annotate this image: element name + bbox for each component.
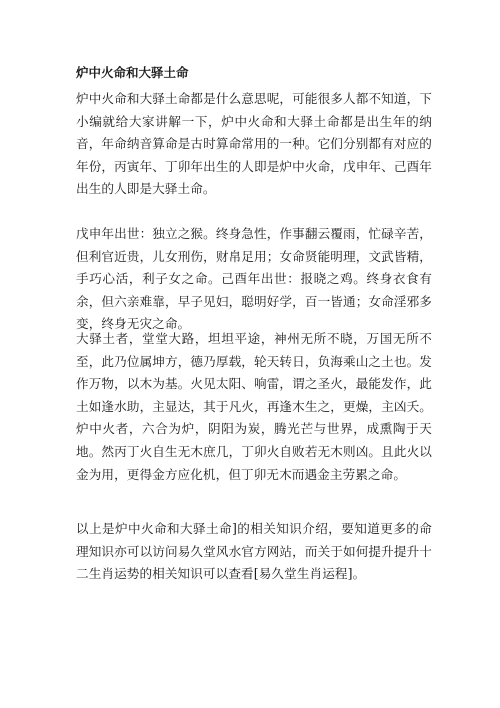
- birth-year-paragraph: 戊申年出世：独立之猴。终身急性，作事翻云覆雨，忙碌辛苦，但利官近贵，儿女刑伤，财帛足用；女命贤能明理，文武皆精，手巧心活，利子女之命。己酉年出世：报晓之鸡。终身衣食有余，但六亲难靠，早子见妇，聪明好学，百一皆通；女命淫邪多变，终身无灾之命。: [76, 226, 432, 332]
- document-title: 炉中火命和大驿土命: [76, 65, 189, 80]
- explanation-paragraph: 大驿土者，堂堂大路，坦坦平途，神州无所不晓，万国无所不至，此乃位属坤方，德乃厚载，轮天转日，负海乘山之土也。发作万物，以木为基。火见太阳、响雷，谓之圣火，最能发作，此土如逢水助，主显达，其于凡火，再逢木生之，更燥，主凶夭。炉中火者，六合为炉，阴阳为炭，腾光芒与世界，成熏陶于天地。然丙丁火自生无木庶几，丁卯火自败若无木则凶。且此火以金为用，更得金方应化机，但丁卯无木而遇金主劳累之命。: [76, 331, 432, 482]
- closing-paragraph: 以上是炉中火命和大驿土命]的相关知识介绍，要知道更多的命理知识亦可以访问易久堂风水官方网站，而关于如何提升提升十二生肖运势的相关知识可以查看[易久堂生肖运程]。: [76, 521, 432, 582]
- intro-paragraph: 炉中火命和大驿土命都是什么意思呢，可能很多人都不知道，下小编就给大家讲解一下，炉中火命和大驿土命都是出生年的纳音，年命纳音算命是古时算命常用的一种。它们分别都有对应的年份，丙寅年、丁卯年出生的人即是炉中火命，戊申年、己酉年出生的人即是大驿土命。: [76, 91, 432, 197]
